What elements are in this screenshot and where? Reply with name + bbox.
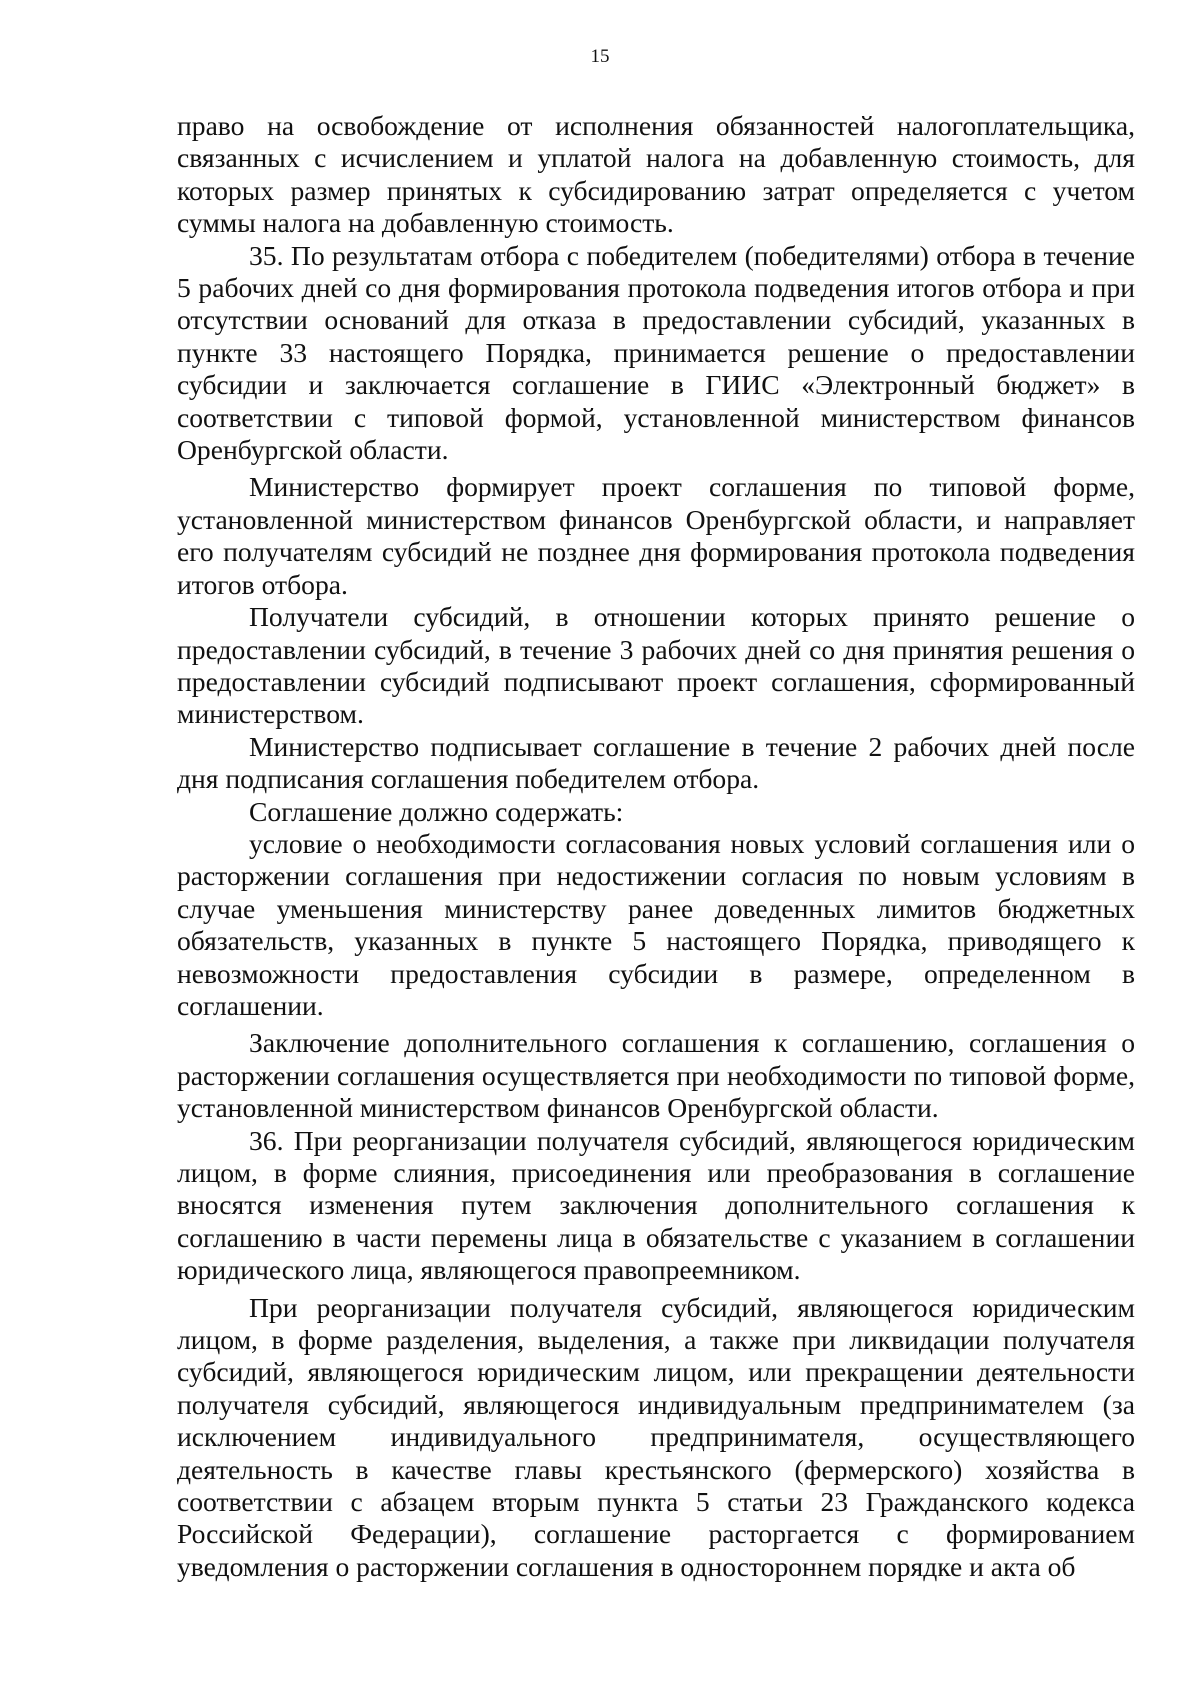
paragraph: Соглашение должно содержать: [249, 795, 624, 827]
paragraph: условие о необходимости согласования новых условий соглашения или о расторжении соглашения при недостижении согласия по новым условиям в случае уменьшения министерству ранее доведенных лимитов бюджетных обязательств, указанных в пункте 5 настоящего Порядка, приводящего к невозможности предоставления субсидии в размере, определенном в соглашении. [177, 827, 1135, 1021]
paragraph: При реорганизации получателя субсидий, являющегося юридическим лицом, в форме разделения, выделения, а также при ликвидации получателя субсидий, являющегося юридическим лицом, или прекращении деятельности получателя субсидий, являющегося индивидуальным предпринимателем (за исключением индивидуального предпринимателя, осуществляющего деятельность в качестве главы крестьянского (фермерского) хозяйства в соответствии с абзацем вторым пункта 5 статьи 23 Гражданского кодекса Российской Федерации), соглашение расторгается с формированием уведомления о расторжении соглашения в одностороннем порядке и акта об [177, 1291, 1135, 1582]
paragraph: 36. При реорганизации получателя субсидий, являющегося юридическим лицом, в форме слияния, присоединения или преобразования в соглашение вносятся изменения путем заключения дополнительного соглашения к соглашению в части перемены лица в обязательстве с указанием в соглашении юридического лица, являющегося правопреемником. [177, 1124, 1135, 1286]
paragraph: Получатели субсидий, в отношении которых принято решение о предоставлении субсидий, в течение 3 рабочих дней со дня принятия решения о предоставлении субсидий подписывают проект соглашения, сформированный министерством. [177, 601, 1135, 730]
paragraph: право на освобождение от исполнения обязанностей налогоплательщика, связанных с исчислением и уплатой налога на добавленную стоимость, для которых размер принятых к субсидированию затрат определяется с учетом суммы налога на добавленную стоимость. [177, 110, 1135, 239]
page-number: 15 [590, 46, 610, 67]
document-body [177, 110, 1135, 1583]
paragraph: Заключение дополнительного соглашения к соглашению, соглашения о расторжении соглашения осуществляется при необходимости по типовой форме, установленной министерством финансов Оренбургской области. [177, 1027, 1135, 1124]
paragraph: Министерство формирует проект соглашения по типовой форме, установленной министерством финансов Оренбургской области, и направляет его получателям субсидий не позднее дня формирования протокола подведения итогов отбора. [177, 471, 1135, 600]
paragraph: 35. По результатам отбора с победителем (победителями) отбора в течение 5 рабочих дней со дня формирования протокола подведения итогов отбора и при отсутствии оснований для отказа в предоставлении субсидий, указанных в пункте 33 настоящего Порядка, принимается решение о предоставлении субсидии и заключается соглашение в ГИИС «Электронный бюджет» в соответствии с типовой формой, установленной министерством финансов Оренбургской области. [177, 239, 1135, 466]
paragraph: Министерство подписывает соглашение в течение 2 рабочих дней после дня подписания соглашения победителем отбора. [177, 730, 1135, 795]
